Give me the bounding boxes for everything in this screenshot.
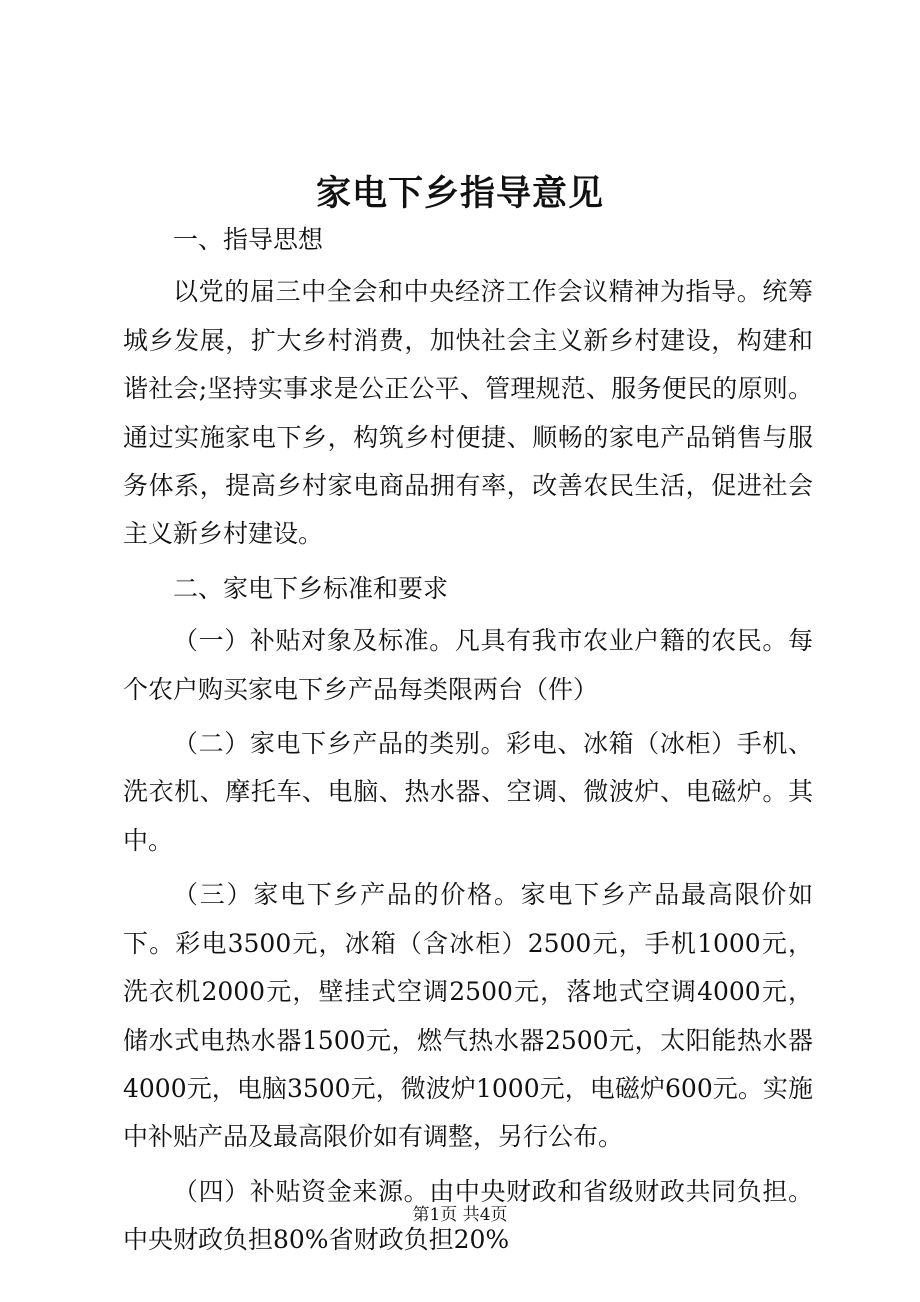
page-number-footer: 第1页 共4页 [412,1205,508,1225]
paragraph-funding-source: （四）补贴资金来源。由中央财政和省级财政共同负担。中央财政负担80%省财政负担20% [123,1176,813,1255]
paragraph-product-prices: （三）家电下乡产品的价格。家电下乡产品最高限价如下。彩电3500元，冰箱（含冰柜）2500元，手机1000元，洗衣机2000元，壁挂式空调2500元，落地式空调4000元，储水式电热水器1500元，燃气热水器2500元，太阳能热水器4000元，电脑3500元，微波炉1000元，电磁炉600元。实施中补贴产品及最高限价如有调整，另行公布。 [123,880,813,1152]
document-body [123,216,813,1271]
paragraph-product-categories: （二）家电下乡产品的类别。彩电、冰箱（冰柜）手机、洗衣机、摩托车、电脑、热水器、空调、微波炉、电磁炉。其中。 [123,729,813,855]
section-heading-guiding-ideology: 一、指导思想 [173,225,324,254]
section-heading-standards: 二、家电下乡标准和要求 [173,573,449,603]
page-title: 家电下乡指导意见 [315,173,604,214]
paragraph-guiding-ideology: 以党的届三中全会和中央经济工作会议精神为指导。统筹城乡发展，扩大乡村消费，加快社会主义新乡村建设，构建和谐社会;坚持实事求是公正公平、管理规范、服务便民的原则。通过实施家电下乡，构筑乡村便捷、顺畅的家电产品销售与服务体系，提高乡村家电商品拥有率，改善农民生活，促进社会主义新乡村建设。 [123,277,813,549]
paragraph-subsidy-target: （一）补贴对象及标准。凡具有我市农业户籍的农民。每个农户购买家电下乡产品每类限两台（件） [123,626,813,704]
